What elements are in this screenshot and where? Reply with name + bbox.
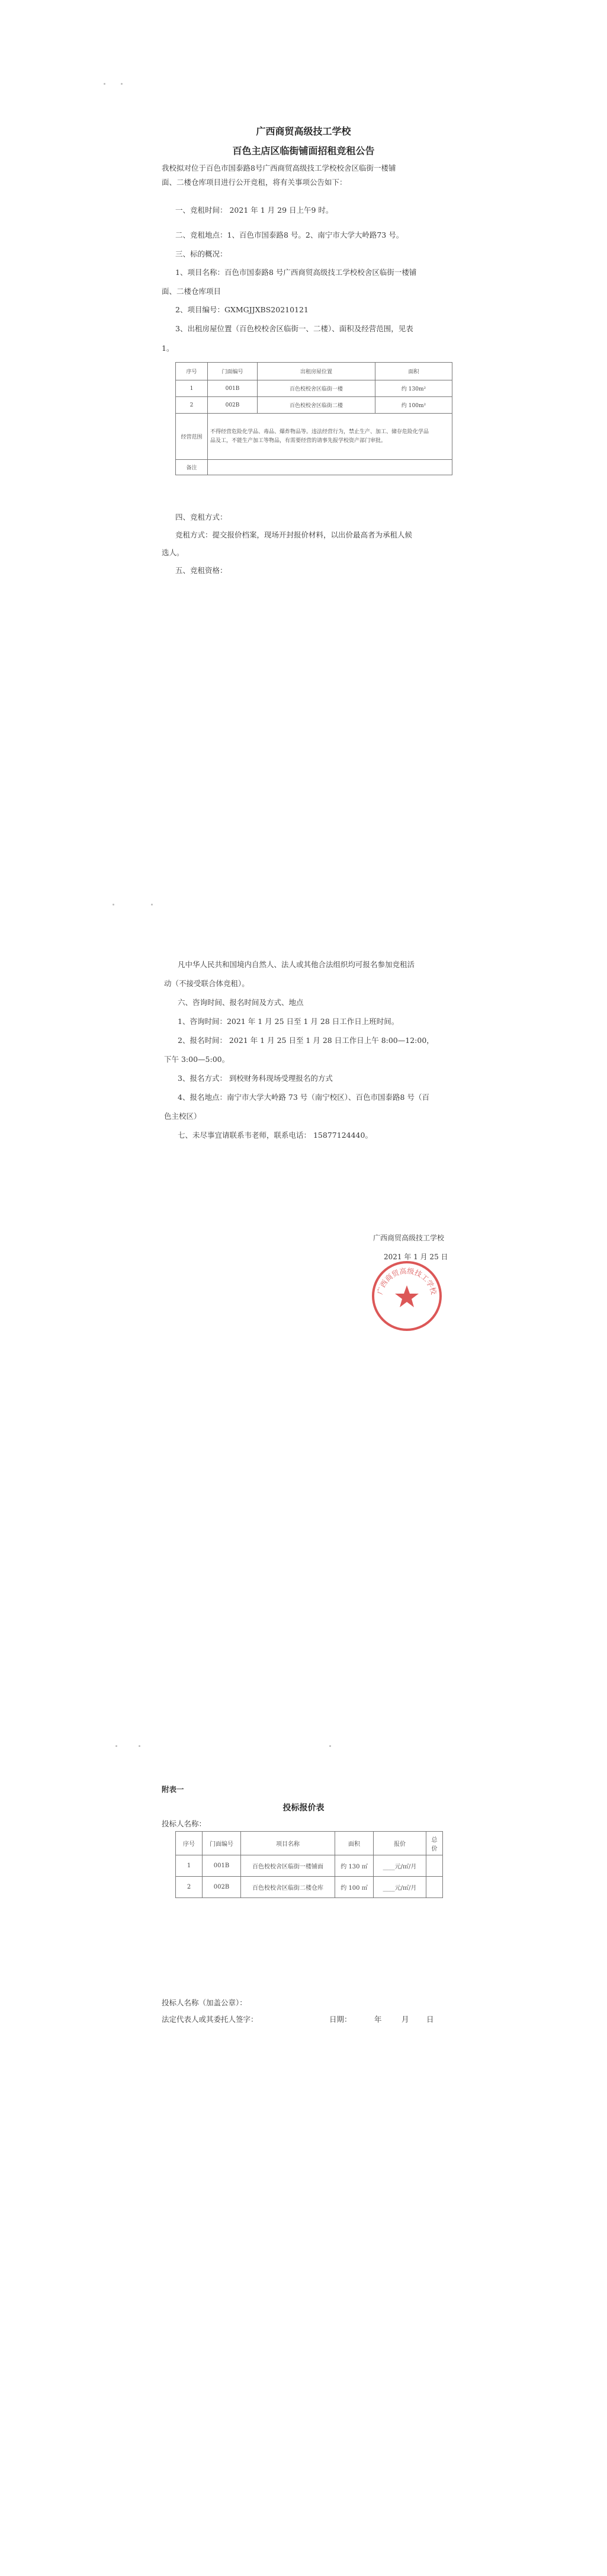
- section-6-item-2b: 下午 3:00—5:00。: [164, 1055, 230, 1064]
- table-header-cell: 报价: [374, 1832, 426, 1855]
- table-header-cell: 门面编号: [208, 363, 258, 380]
- section-3-heading: 三、标的概况：: [175, 249, 227, 258]
- table-header-cell: 出租房屋位置: [258, 363, 375, 380]
- table-header-row: [176, 1832, 443, 1855]
- table-row-scope: [176, 414, 452, 460]
- scan-speck: [115, 1745, 117, 1747]
- date-day: 日: [426, 2015, 434, 2024]
- section-6-item-3: 3、报名方式： 到校财务科现场受理报名的方式: [178, 1074, 333, 1083]
- section-6-item-1: 1、咨询时间：2021 年 1 月 25 日至 1 月 28 日工作日上班时间。: [178, 1017, 399, 1026]
- table-header-cell: 项目名称: [241, 1832, 335, 1855]
- table-cell: 1: [176, 1855, 203, 1877]
- table-cell: 百色校校舍区临街一楼铺面: [241, 1855, 335, 1877]
- page-2: [0, 859, 607, 1719]
- section-6-item-4a: 4、报名地点：南宁市大学大岭路 73 号（南宁校区）、百色市国泰路8 号（百: [178, 1093, 429, 1102]
- scope-text-line: 品及工，不能生产加工等物品，有需要经营的请事先报学校资产部门审批。: [210, 437, 387, 444]
- table-row-note: [176, 460, 452, 475]
- table-header-row: [176, 363, 452, 380]
- scan-speck: [121, 83, 123, 85]
- table-header-cell: 面积: [335, 1832, 374, 1855]
- table-cell: 百色校校舍区临街一楼: [258, 380, 375, 397]
- attachment-label: 附表一: [162, 1785, 184, 1794]
- page-3: [0, 1719, 607, 2576]
- section-3-item-3b: 1。: [162, 344, 174, 353]
- section-3-item-3a: 3、出租房屋位置（百色校校舍区临街一、二楼）、面积及经营范围，见表: [175, 324, 413, 333]
- table-cell: [426, 1855, 443, 1877]
- table-cell: 2: [176, 1877, 203, 1898]
- table-cell: 约 100m²: [375, 397, 452, 414]
- table-cell: 约 130 ㎡: [335, 1855, 374, 1877]
- table-cell: 001B: [203, 1855, 241, 1877]
- qualification-line-2: 动（不接受联合体竞租）。: [164, 979, 249, 988]
- bid-price-table: [175, 1831, 443, 1898]
- table-row: [176, 397, 452, 414]
- section-1-time: 一、竞租时间： 2021 年 1 月 29 日上午9 时。: [175, 206, 333, 215]
- section-7-contact: 七、未尽事宜请联系韦老师，联系电话： 15877124440。: [178, 1131, 372, 1140]
- note-label-cell: 备注: [176, 460, 208, 475]
- section-3-item-2: 2、项目编号：GXMGJJXBS20210121: [175, 305, 309, 314]
- scope-label-cell: 经营范围: [176, 414, 208, 460]
- table-cell: 002B: [203, 1877, 241, 1898]
- section-6-item-2a: 2、报名时间： 2021 年 1 月 25 日至 1 月 28 日工作日上午 8:00—12:00，: [178, 1036, 434, 1045]
- section-4-text-2: 选人。: [162, 548, 184, 557]
- table-row: [176, 380, 452, 397]
- intro-line-1: 我校拟对位于百色市国泰路8号广西商贸高级技工学校校舍区临街一楼铺: [162, 164, 396, 172]
- rental-table: [175, 362, 452, 475]
- scan-speck: [139, 1745, 140, 1747]
- intro-line-2: 面、二楼仓库项目进行公开竞租，将有关事项公告如下：: [162, 178, 347, 187]
- table-cell: [426, 1877, 443, 1898]
- school-title: 广西商贸高级技工学校: [256, 126, 351, 137]
- section-3-item-1b: 面、二楼仓库项目: [162, 287, 221, 296]
- bidder-seal-label: 投标人名称（加盖公章）：: [162, 1998, 247, 2007]
- scan-speck: [104, 83, 105, 85]
- qualification-line-1: 凡中华人民共和国境内自然人、法人或其他合法组织均可报名参加竞租活: [178, 960, 415, 969]
- table-cell: 约 130m²: [375, 380, 452, 397]
- scope-text-line: 不得经营危险化学品、毒品、爆炸物品等。违法经营行为，禁止生产、加工、储存危险化学品: [210, 428, 429, 435]
- table-cell: 百色校校舍区临街二楼: [258, 397, 375, 414]
- scan-speck: [329, 1745, 331, 1747]
- date-year: 年: [374, 2015, 382, 2024]
- table-header-cell: 门面编号: [203, 1832, 241, 1855]
- seal-text: 广西商贸高级技工学校: [375, 1266, 438, 1295]
- signature-org: 广西商贸高级技工学校: [373, 1234, 445, 1242]
- table-cell: 002B: [208, 397, 258, 414]
- signature-date: 2021 年 1 月 25 日: [384, 1253, 448, 1261]
- table-cell: 百色校校舍区临街二楼仓库: [241, 1877, 335, 1898]
- section-4-heading: 四、竞租方式：: [175, 513, 227, 521]
- section-6-heading: 六、咨询时间、报名时间及方式、地点: [178, 998, 304, 1007]
- note-cell: [208, 460, 452, 475]
- bid-form-title: 投标报价表: [282, 1803, 325, 1813]
- table-header-cell: 面积: [375, 363, 452, 380]
- table-header-cell: 序号: [176, 363, 208, 380]
- official-seal-icon: [370, 1259, 444, 1333]
- legal-rep-label: 法定代表人或其委托人签字：: [162, 2015, 258, 2024]
- page-1: [0, 0, 607, 859]
- notice-title: 百色主店区临街铺面招租竞租公告: [232, 145, 375, 156]
- bidder-name-label: 投标人名称：: [162, 1819, 207, 1828]
- table-row: [176, 1877, 443, 1898]
- scan-speck: [151, 904, 153, 905]
- table-header-cell: 序号: [176, 1832, 203, 1855]
- date-label: 日期：: [329, 2015, 352, 2024]
- table-cell: 2: [176, 397, 208, 414]
- scope-text-cell: [208, 414, 452, 460]
- table-cell: ____元/㎡/月: [374, 1855, 426, 1877]
- table-cell: ____元/㎡/月: [374, 1877, 426, 1898]
- scan-speck: [113, 904, 114, 905]
- section-5-heading: 五、竞租资格：: [175, 566, 227, 575]
- table-header-cell: 总价: [426, 1832, 443, 1855]
- date-month: 月: [402, 2015, 409, 2024]
- table-row: [176, 1855, 443, 1877]
- section-4-text-1: 竞租方式：提交报价档案，现场开封报价材料，以出价最高者为承租人候: [175, 530, 413, 539]
- section-2-place: 二、竞租地点：1、百色市国泰路8 号。2、南宁市大学大岭路73 号。: [175, 231, 404, 239]
- table-cell: 1: [176, 380, 208, 397]
- section-6-item-4b: 色主校区）: [164, 1112, 201, 1121]
- section-3-item-1a: 1、项目名称：百色市国泰路8 号广西商贸高级技工学校校舍区临街一楼铺: [175, 268, 417, 277]
- table-cell: 001B: [208, 380, 258, 397]
- table-cell: 约 100 ㎡: [335, 1877, 374, 1898]
